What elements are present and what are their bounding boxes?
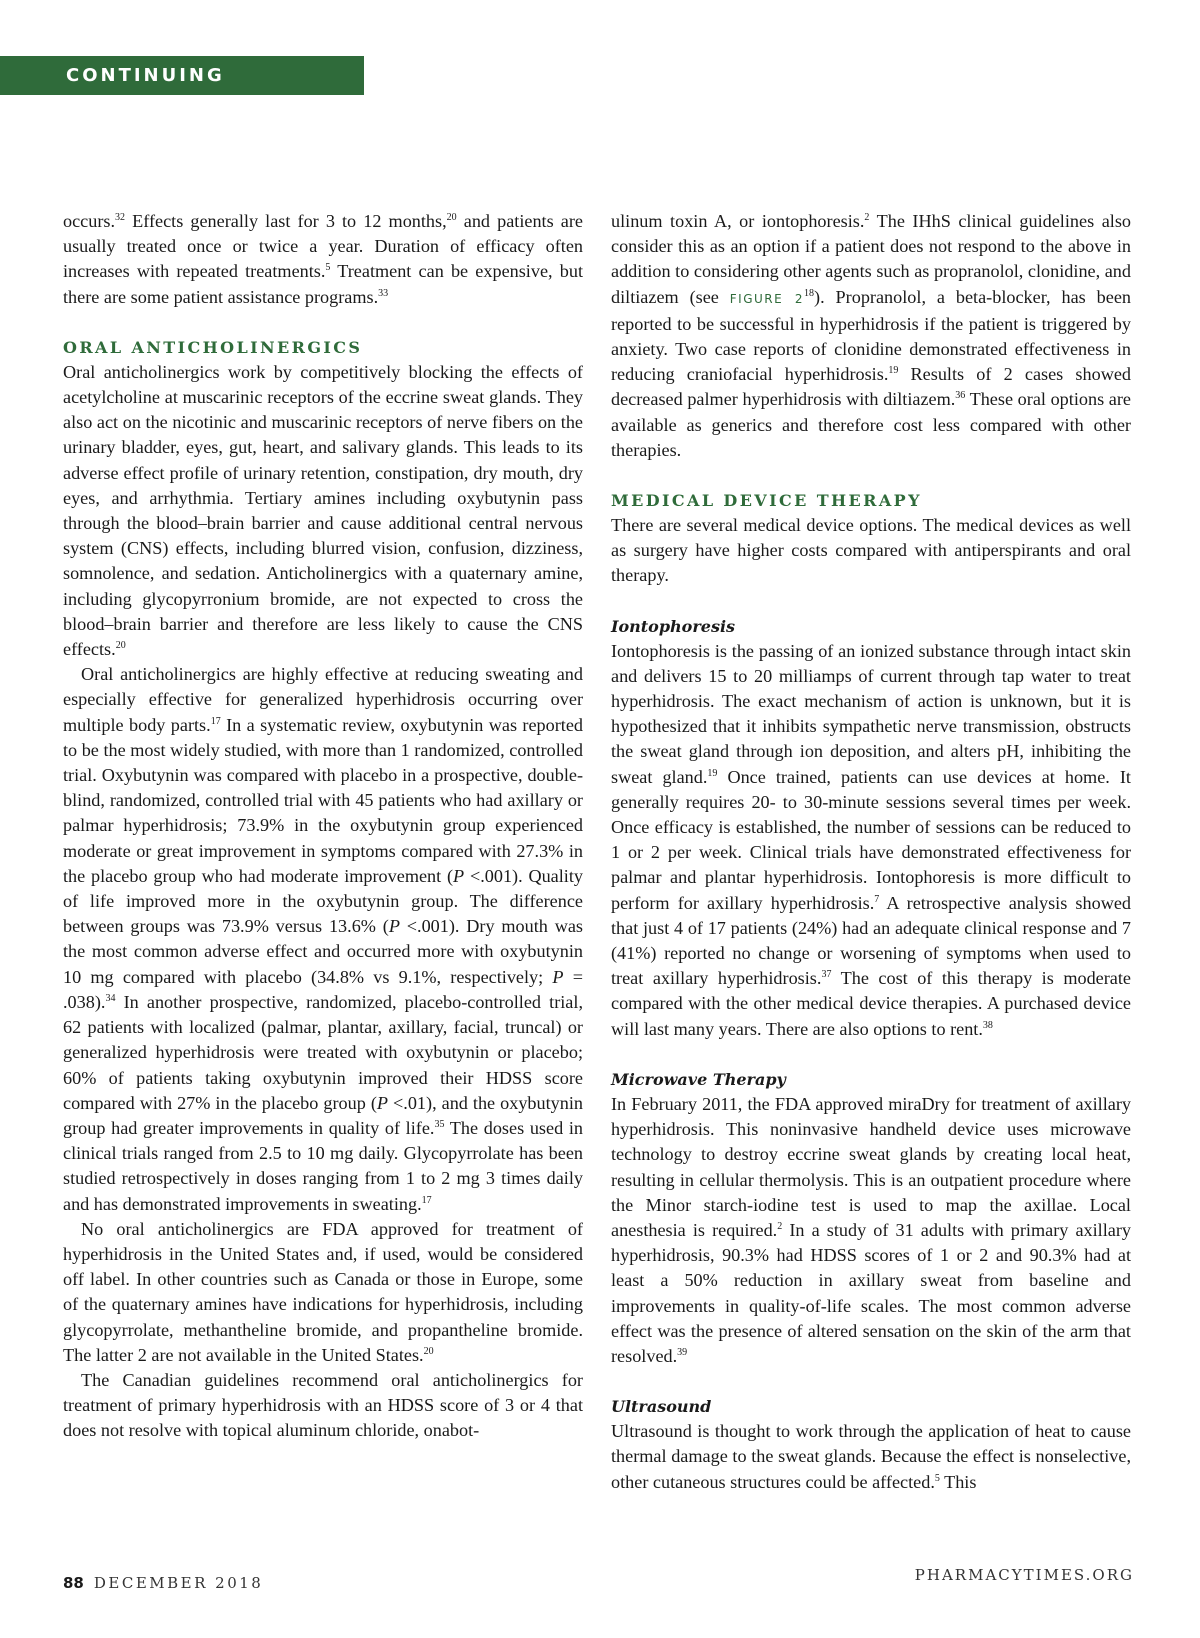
paragraph: Oral anticholinergics are highly effective at reducing sweating and especially effective for generalized hyperhidrosis occurring over multiple body parts.$^{17}$ In a systematic review, oxybutynin was reported to be the most widely studied, with more than 1 randomized, controlled trial. Oxybutynin was compared with placebo in a prospective, double-blind, randomized, controlled trial with 45 patients who had axillary or palmar hyperhidrosis; 73.9% in the oxybutynin group experienced moderate or great improvement in symptoms compared with 27.3% in the placebo group who had moderate improvement (P <.001). Quality of life improved more in the oxybutynin group. The difference between groups was 73.9% versus 13.6% (P <.001). Dry mouth was the most common adverse effect and occurred more with oxybutynin 10 mg compared with placebo (34.8% vs 9.1%, respectively; P = .038).$^{34}$ In another prospective, randomized, placebo-controlled trial, 62 patients with localized (palmar, plantar, axillary, facial, truncal) or generalized hyperhidrosis were treated with oxybutynin or placebo; 60% of patients taking oxybutynin improved their HDSS score compared with 27% in the placebo group (P <.01), and the oxybutynin group had greater improvements in quality of life.$^{35}$ The doses used in clinical trials ranged from 2.5 to 10 mg daily. Glycopyrrolate has been studied retrospectively in doses ranging from 1 to 2 mg 3 times daily and has demonstrated improvements in sweating.$^{17}$ <box>63 664 584 1214</box>
figure-reference[interactable]: FIGURE 2 <box>729 291 805 306</box>
subheading-ultrasound: Ultrasound <box>611 1397 712 1417</box>
section-heading-medical-device-therapy: MEDICAL DEVICE THERAPY <box>611 491 922 511</box>
issue-date: DECEMBER 2018 <box>93 1574 264 1592</box>
section-heading-oral-anticholinergics: ORAL ANTICHOLINERGICS <box>63 337 363 357</box>
left-column <box>63 209 583 1444</box>
paragraph: Ultrasound is thought to work through the application of heat to cause thermal damage to the sweat glands. Because the effect is nonselective, other cutaneous structures could be affected.$^5$ This <box>611 1421 1131 1492</box>
paragraph: There are several medical device options. The medical devices as well as surgery have higher costs compared with antiperspirants and oral therapy. <box>611 515 1131 586</box>
page-number: 88 <box>63 1574 84 1592</box>
right-column <box>611 209 1131 1495</box>
footer-page-info <box>63 1574 263 1592</box>
footer-website[interactable]: PHARMACYTIMES.ORG <box>914 1566 1134 1584</box>
subheading-iontophoresis: Iontophoresis <box>611 616 736 636</box>
section-banner: CONTINUING EDUCATION <box>0 56 364 95</box>
paragraph: No oral anticholinergics are FDA approved for treatment of hyperhidrosis in the United States and, if used, would be considered off label. In other countries such as Canada or those in Europe, some of the quaternary amines have indications for hyperhidrosis, including glycopyrrolate, methantheline bromide, and propantheline bromide. The latter 2 are not available in the United States.$^{20}$ <box>63 1218 583 1365</box>
paragraph: In February 2011, the FDA approved miraDry for treatment of axillary hyperhidrosis. This noninvasive handheld device uses microwave technology to destroy eccrine sweat glands by creating local heat, resulting in cellular thermolysis. This is an outpatient procedure where the Minor starch-iodine test is used to map the axillae. Local anesthesia is required.$^2$ In a study of 31 adults with primary axillary hyperhidrosis, 90.3% had HDSS scores of 1 or 2 and 90.3% had at least a 50% reduction in axillary sweat from baseline and improvements in quality-of-life scales. The most common adverse effect was the presence of altered sensation on the skin of the arm that resolved.$^{39}$ <box>611 1093 1131 1366</box>
paragraph: ulinum toxin A, or iontophoresis.$^2$ The IHhS clinical guidelines also consider this as an option if a patient does not respond to the above in addition to considering other agents such as propranolol, clonidine, and diltiazem (see FIGURE $2^{18}$). Propranolol, a beta-blocker, has been reported to be successful in hyperhidrosis if the patient is triggered by anxiety. Two case reports of clonidine demonstrated effectiveness in reducing craniofacial hyperhidrosis.$^{19}$ Results of 2 cases showed decreased palmer hyperhidrosis with diltiazem.$^{36}$ These oral options are available as generics and therefore cost less compared with other therapies. <box>611 211 1131 460</box>
paragraph: Iontophoresis is the passing of an ionized substance through intact skin and delivers 15 to 20 milliamps of current through tap water to treat hyperhidrosis. The exact mechanism of action is unknown, but it is hypothesized that it inhibits sympathetic nerve transmission, obstructs the sweat gland through ion deposition, and alters pH, inhibiting the sweat gland.$^{19}$ Once trained, patients can use devices at home. It generally requires 20- to 30-minute sessions several times per week. Once efficacy is established, the number of sessions can be reduced to 1 or 2 per week. Clinical trials have demonstrated effectiveness for palmar and plantar hyperhidrosis. Iontophoresis is more difficult to perform for axillary hyperhidrosis.$^7$ A retrospective analysis showed that just 4 of 17 patients (24%) had an adequate clinical response and 7 (41%) reported no change or worsening of symptoms when used to treat axillary hyperhidrosis.$^{37}$ The cost of this therapy is moderate compared with the other medical device therapies. A purchased device will last many years. There are also options to rent.$^{38}$ <box>611 640 1131 1039</box>
subheading-microwave-therapy: Microwave Therapy <box>611 1069 786 1089</box>
paragraph: The Canadian guidelines recommend oral anticholinergics for treatment of primary hyperhidrosis with an HDSS score of 3 or 4 that does not resolve with topical aluminum chloride, onabot- <box>63 1369 583 1441</box>
paragraph: occurs.$^{32}$ Effects generally last for 3 to 12 months,$^{20}$ and patients are usually treated once or twice a year. Duration of efficacy often increases with repeated treatments.$^5$ Treatment can be expensive, but there are some patient assistance programs.$^{33}$ <box>63 211 583 307</box>
paragraph: Oral anticholinergics work by competitively blocking the effects of acetylcholine at muscarinic receptors of the eccrine sweat glands. They also act on the nicotinic and muscarinic receptors of nerve fibers on the urinary bladder, eyes, gut, heart, and salivary glands. This leads to its adverse effect profile of urinary retention, constipation, dry mouth, dry eyes, and arrhythmia. Tertiary amines including oxybutynin pass through the blood–brain barrier and cause additional central nervous system (CNS) effects, including blurred vision, confusion, dizziness, somnolence, and sedation. Anticholinergics with a quaternary amine, including glycopyrronium bromide, are not expected to cross the blood–brain barrier and therefore are less likely to cause the CNS effects.$^{20}$ <box>63 361 583 660</box>
